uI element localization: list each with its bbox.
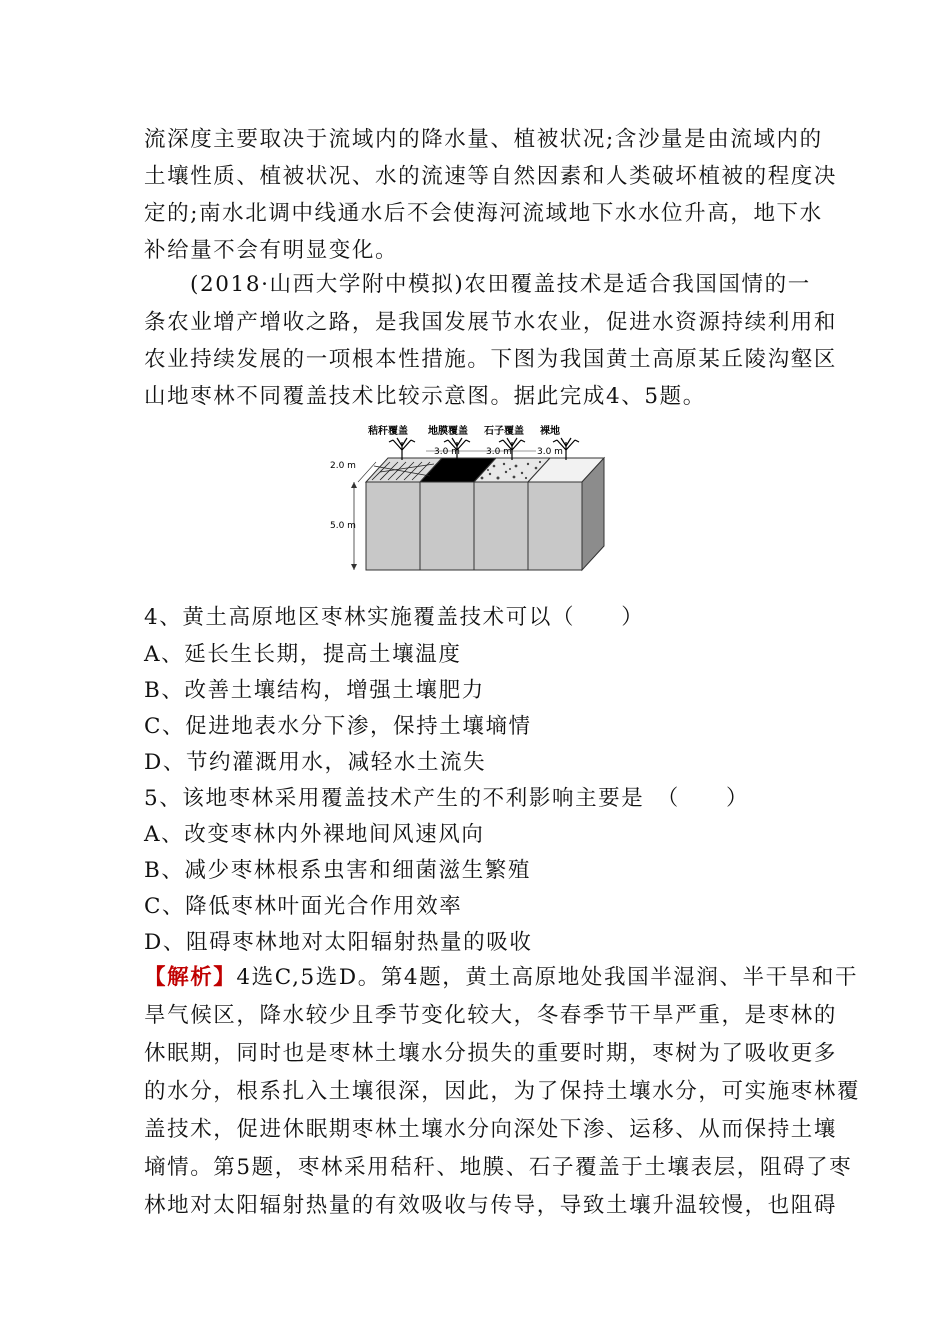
text-line: 土壤性质、植被状况、水的流速等自然因素和人类破坏植被的程度决 (144, 164, 838, 189)
width-label: 3.0 m (486, 447, 512, 457)
front-straw (366, 482, 420, 570)
text-line: 林地对太阳辐射热量的有效吸收与传导，导致土壤升温较慢，也阻碍 (144, 1193, 838, 1218)
text-line: 墒情。第5题，枣林采用秸秆、地膜、石子覆盖于土壤表层，阻碍了枣 (144, 1155, 853, 1180)
front-gravel (474, 482, 528, 570)
question-stem: 4、黄土高原地区枣林实施覆盖技术可以（ ） (144, 605, 645, 630)
text-line: (2018·山西大学附中模拟)农田覆盖技术是适合我国国情的一 (190, 272, 811, 297)
width-dimensions (426, 447, 563, 457)
option-d: D、阻碍枣林地对太阳辐射热量的吸收 (144, 930, 533, 955)
label-film: 地膜覆盖 (428, 426, 468, 437)
text-line: 休眠期，同时也是枣林土壤水分损失的重要时期，枣树为了吸收更多 (144, 1041, 838, 1066)
text-line: 条农业增产增收之路，是我国发展节水农业，促进水资源持续利用和 (144, 310, 838, 335)
text-line: 补给量不会有明显变化。 (144, 238, 399, 263)
analysis-text: 4选C,5选D。第4题，黄土高原地处我国半湿润、半干旱和干 (236, 965, 859, 990)
label-straw: 秸秆覆盖 (368, 426, 408, 437)
question-stem: 5、该地枣林采用覆盖技术产生的不利影响主要是 （ ） (144, 786, 750, 811)
front-bare (528, 482, 582, 570)
analysis-tag: 【解析】 (144, 965, 237, 990)
option-c: C、促进地表水分下渗，保持土壤墒情 (144, 714, 532, 739)
option-a: A、延长生长期，提高土壤温度 (144, 642, 462, 667)
soil-cover-diagram (330, 420, 620, 580)
tree-icon (389, 438, 415, 460)
label-gravel: 石子覆盖 (484, 426, 524, 437)
option-c: C、降低枣林叶面光合作用效率 (144, 894, 463, 919)
label-bare: 裸地 (540, 426, 560, 437)
analysis-first-line (144, 963, 859, 993)
depth-label: 2.0 m (330, 461, 356, 471)
text-line: 盖技术，促进休眠期枣林土壤水分向深处下渗、运移、从而保持土壤 (144, 1117, 838, 1142)
text-line: 的水分，根系扎入土壤很深，因此，为了保持土壤水分，可实施枣林覆 (144, 1079, 861, 1104)
text-line: 山地枣林不同覆盖技术比较示意图。据此完成4、5题。 (144, 384, 706, 409)
front-film (420, 482, 474, 570)
text-line: 定的;南水北调中线通水后不会使海河流域地下水水位升高，地下水 (144, 201, 823, 226)
text-line: 旱气候区，降水较少且季节变化较大，冬春季节干旱严重，是枣林的 (144, 1003, 838, 1028)
option-a: A、改变枣林内外裸地间风速风向 (144, 822, 485, 847)
text-line: 农业持续发展的一项根本性措施。下图为我国黄土高原某丘陵沟壑区 (144, 347, 838, 372)
option-d: D、节约灌溉用水，减轻水土流失 (144, 750, 487, 775)
text-line: 流深度主要取决于流域内的降水量、植被状况;含沙量是由流域内的 (144, 127, 823, 152)
width-label: 3.0 m (434, 447, 460, 457)
width-label: 3.0 m (537, 447, 563, 457)
height-dimension (330, 482, 357, 570)
height-label: 5.0 m (330, 521, 356, 531)
option-b: B、减少枣林根系虫害和细菌滋生繁殖 (144, 858, 532, 883)
option-b: B、改善土壤结构，增强土壤肥力 (144, 678, 485, 703)
